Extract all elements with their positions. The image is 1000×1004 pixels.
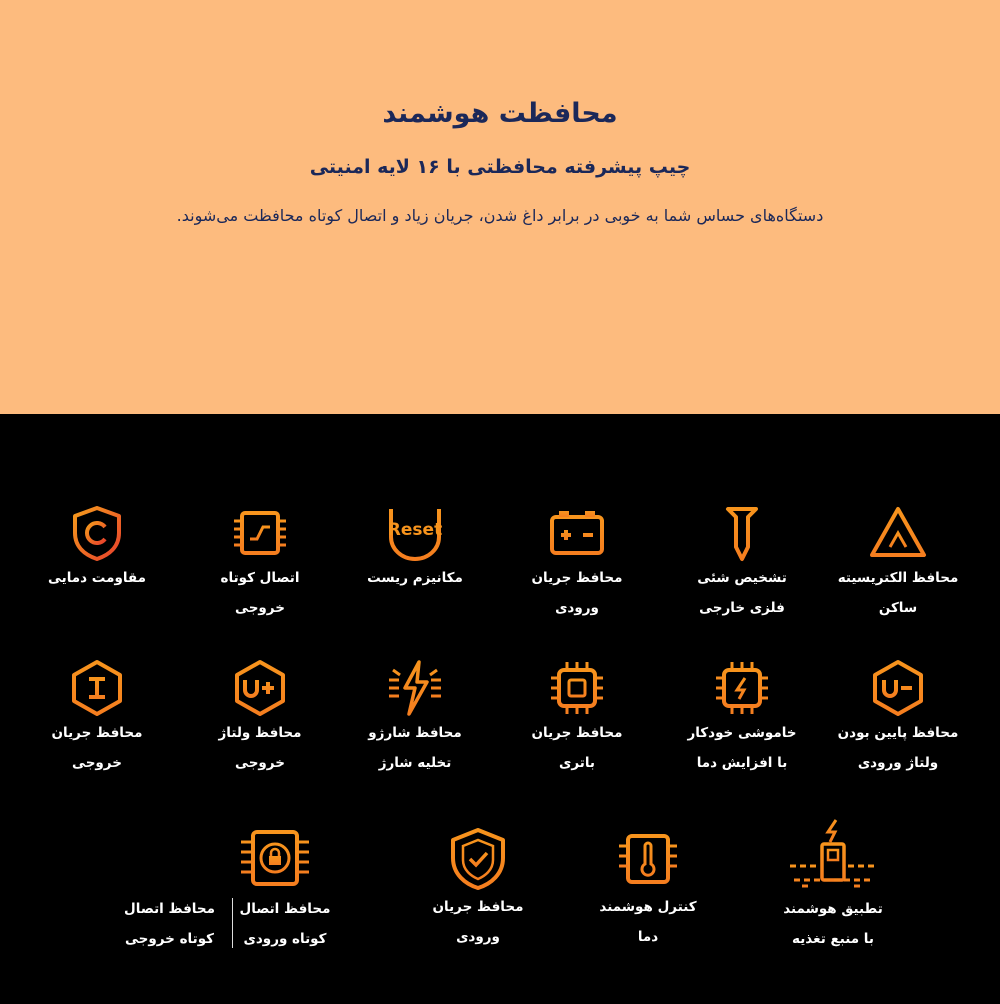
feature-label: خاموشی خودکار [687, 725, 797, 741]
feature-output-short-circuit [185, 503, 335, 623]
feature-label: محافظ ولتاژ [218, 725, 302, 741]
hex-i-icon [67, 658, 127, 718]
feature-label: محافظ جریان [531, 570, 623, 586]
feature-input-current [502, 503, 652, 623]
feature-smart-temperature [573, 826, 723, 952]
feature-input-current-shield [403, 826, 553, 952]
feature-label: محافظ شارژو [368, 725, 462, 741]
feature-label: تخلیه شارژ [378, 755, 452, 771]
feature-label: باتری [559, 755, 595, 771]
feature-input-short-circuit [235, 894, 335, 954]
feature-label: ورودی [555, 600, 599, 616]
feature-charge-discharge [340, 658, 490, 778]
shield-c-icon [67, 503, 127, 563]
feature-label: تطبیق هوشمند [783, 901, 883, 917]
header-section [0, 0, 1000, 414]
battery-icon [547, 503, 607, 563]
hex-u-minus-icon [868, 658, 928, 718]
feature-label: خروجی [235, 755, 285, 771]
bolt-rays-icon [385, 658, 445, 718]
feature-label: ولتاژ ورودی [857, 755, 939, 771]
page-title: محافظت هوشمند [382, 98, 618, 129]
chip-bolt-icon [712, 658, 772, 718]
static-warning-icon [868, 503, 928, 563]
feature-label: محافظ پایین بودن [837, 725, 959, 741]
feature-label: کوتاه ورودی [243, 931, 327, 947]
feature-label: محافظ جریان [531, 725, 623, 741]
feature-label: محافظ اتصال [124, 901, 215, 917]
feature-label: محافظ جریان [51, 725, 143, 741]
shield-check-icon [445, 826, 511, 892]
feature-low-input-voltage [823, 658, 973, 778]
feature-label: محافظ اتصال [239, 901, 331, 917]
feature-label: خروجی [235, 600, 285, 616]
feature-label: ورودی [456, 929, 500, 945]
feature-foreign-object [667, 503, 817, 623]
feature-thermal-resistance [22, 503, 172, 593]
feature-label: با منبع تغذیه [792, 931, 874, 947]
feature-label: محافظ الکتریسیته [837, 570, 959, 586]
feature-label: محافظ جریان [432, 899, 524, 915]
feature-static-electricity [823, 503, 973, 623]
feature-reset [340, 503, 490, 593]
feature-auto-shutdown [667, 658, 817, 778]
feature-label: اتصال کوتاه [220, 570, 300, 586]
feature-output-current [22, 658, 172, 778]
feature-label: کوتاه خروجی [124, 931, 215, 947]
feature-battery-current [502, 658, 652, 778]
feature-output-voltage [185, 658, 335, 778]
feature-short-circuit-pair [155, 826, 395, 892]
feature-label: ساکن [878, 600, 918, 616]
page-subtitle: چیپ پیشرفته محافظتی با ۱۶ لایه امنیتی [309, 156, 691, 178]
feature-label: با افزایش دما [696, 755, 788, 771]
chip-thermometer-icon [615, 826, 681, 892]
feature-label: خروجی [72, 755, 122, 771]
chip-battery-icon [547, 658, 607, 718]
circuit-chip-icon [230, 503, 290, 563]
hex-u-plus-icon [230, 658, 290, 718]
divider [232, 898, 233, 948]
chip-lock-icon [235, 826, 315, 892]
feature-label: مقاومت دمایی [48, 570, 146, 586]
feature-label: دما [637, 929, 659, 945]
feature-output-short-circuit-2 [112, 894, 227, 954]
svg-text:Reset: Reset [387, 520, 443, 540]
reset-icon [385, 503, 445, 563]
feature-power-supply-matching [758, 818, 908, 954]
page-description: دستگاه‌های حساس شما به خوبی در برابر داغ شدن، جریان زیاد و اتصال کوتاه محافظت می‌شوند. [176, 206, 824, 225]
feature-label: مکانیزم ریست [367, 570, 463, 586]
feature-label: فلزی خارجی [699, 600, 785, 616]
feature-label: کنترل هوشمند [599, 899, 697, 915]
power-supply-icon [788, 818, 878, 894]
feature-label: تشخیص شئی [697, 570, 787, 586]
nail-icon [712, 503, 772, 563]
